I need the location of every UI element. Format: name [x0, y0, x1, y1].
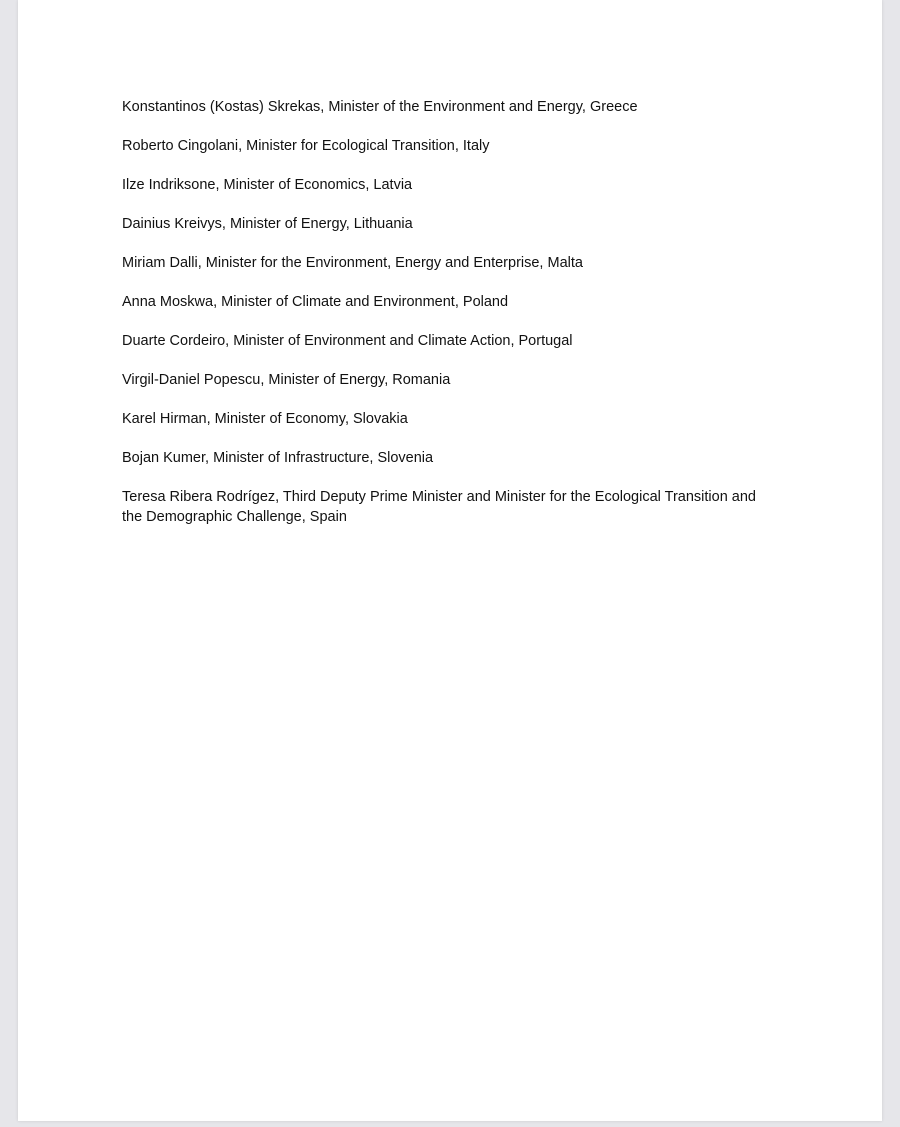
signatory-portugal: Duarte Cordeiro, Minister of Environment and Climate Action, Portugal [122, 333, 573, 349]
signatory-spain: Teresa Ribera Rodrígez, Third Deputy Prime Minister and Minister for the Ecological Transition and the Demographic Challenge, Spain [122, 489, 756, 525]
signatory-italy: Roberto Cingolani, Minister for Ecological Transition, Italy [122, 138, 490, 154]
signatory-list [122, 97, 802, 546]
signatory-malta: Miriam Dalli, Minister for the Environment, Energy and Enterprise, Malta [122, 255, 583, 271]
signatory-romania: Virgil-Daniel Popescu, Minister of Energy, Romania [122, 372, 451, 388]
signatory-poland: Anna Moskwa, Minister of Climate and Environment, Poland [122, 294, 509, 310]
signatory-greece: Konstantinos (Kostas) Skrekas, Minister of the Environment and Energy, Greece [122, 99, 638, 115]
signatory-slovenia: Bojan Kumer, Minister of Infrastructure, Slovenia [122, 450, 434, 466]
document-page [18, 0, 882, 1121]
signatory-slovakia: Karel Hirman, Minister of Economy, Slovakia [122, 411, 408, 427]
signatory-latvia: Ilze Indriksone, Minister of Economics, Latvia [122, 177, 413, 193]
signatory-lithuania: Dainius Kreivys, Minister of Energy, Lithuania [122, 216, 413, 232]
